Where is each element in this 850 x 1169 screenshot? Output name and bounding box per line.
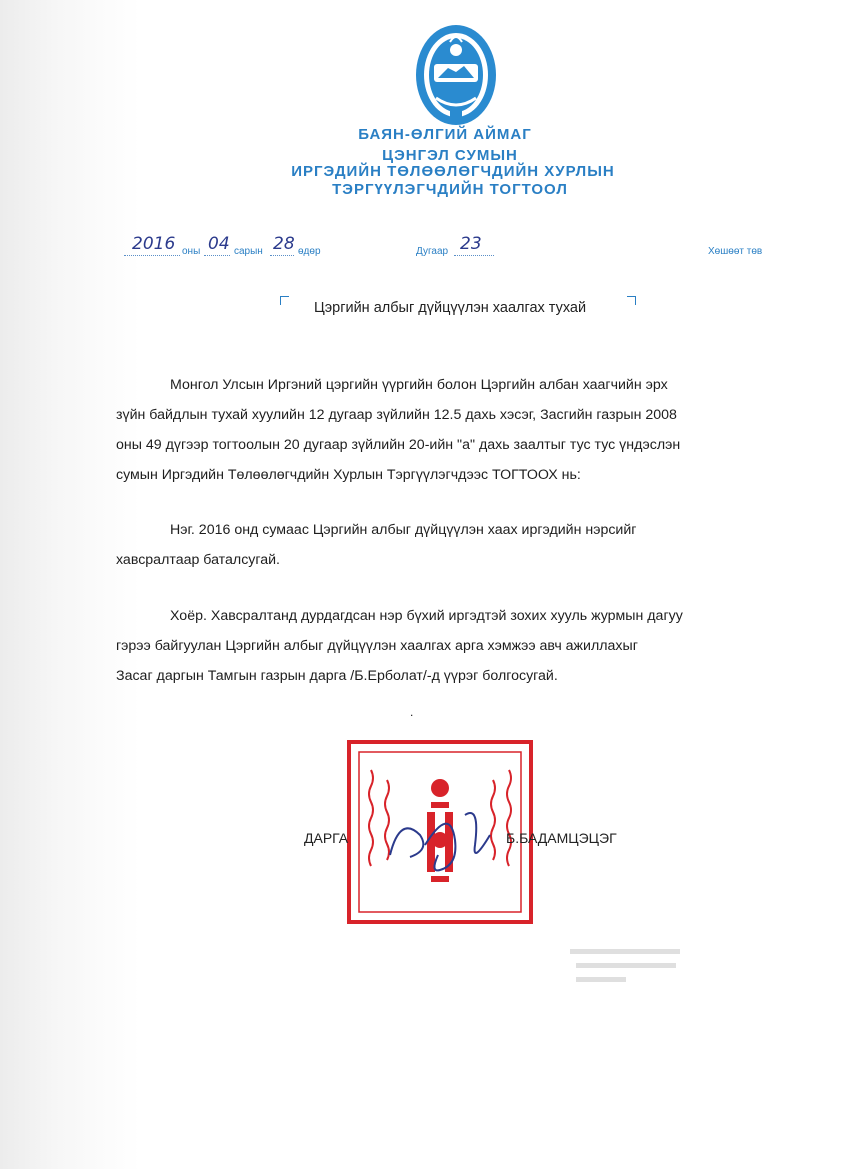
date-day: 28 bbox=[273, 234, 295, 254]
date-line bbox=[120, 236, 780, 260]
paragraph-1-line-2: зүйн байдлын тухай хуулийн 12 дугаар зүйлийн 12.5 дахь хэсэг, Засгийн газрын 2008 bbox=[116, 407, 677, 423]
paragraph-3-line-1: Хоёр. Хавсралтанд дурдагдсан нэр бүхий иргэдтэй зохих хууль журмын дагуу bbox=[170, 608, 683, 624]
place-name: Хөшөөт төв bbox=[708, 246, 763, 257]
paragraph-1-line-3: оны 49 дүгээр тогтоолын 20 дугаар зүйлийн 20-ийн "а" дахь заалтыг тус тус үндэслэн bbox=[116, 437, 681, 453]
signatory-title: ДАРГА bbox=[304, 830, 349, 846]
paragraph-3-line-2: гэрээ байгуулан Цэргийн албыг дүйцүүлэн хаалгах арга хэмжээ авч ажиллахыг bbox=[116, 638, 638, 654]
signature-icon bbox=[380, 795, 520, 885]
number-label: Дугаар bbox=[416, 246, 449, 257]
header-aimag: БАЯН-ӨЛГИЙ АЙМАГ bbox=[358, 126, 532, 143]
paragraph-1-line-4: сумын Иргэдийн Төлөөлөгчдийн Хурлын Тэргүүлэгчдээс ТОГТООХ нь: bbox=[116, 467, 581, 483]
date-year: 2016 bbox=[132, 234, 176, 254]
header-resolution: ТЭРГҮҮЛЭГЧДИЙН ТОГТООЛ bbox=[332, 181, 568, 198]
header-sum: ЦЭНГЭЛ СУМЫН bbox=[382, 147, 518, 164]
date-month-label: сарын bbox=[234, 246, 263, 257]
paragraph-3-line-3: Засаг даргын Тамгын газрын дарга /Б.Ерболат/-д үүрэг болгосугай. bbox=[116, 668, 558, 684]
paragraph-2-line-2: хавсралтаар баталсугай. bbox=[116, 552, 281, 568]
paragraph-1-line-1: Монгол Улсын Иргэний цэргийн үүргийн болон Цэргийн албан хаагчийн эрх bbox=[170, 377, 668, 393]
document-number: 23 bbox=[460, 234, 482, 254]
header-council: ИРГЭДИЙН ТӨЛӨӨЛӨГЧДИЙН ХУРЛЫН bbox=[291, 163, 615, 180]
stray-dot: . bbox=[410, 705, 414, 719]
subject-text: Цэргийн албыг дүйцүүлэн хаалгах тухай bbox=[314, 300, 587, 316]
date-day-label: өдөр bbox=[298, 246, 321, 257]
paragraph-2-line-1: Нэг. 2016 онд сумаас Цэргийн албыг дүйцүүлэн хаах иргэдийн нэрсийг bbox=[170, 522, 637, 538]
date-month: 04 bbox=[208, 234, 230, 254]
date-year-label: оны bbox=[182, 246, 201, 257]
bleed-through-mark bbox=[570, 945, 690, 995]
signatory-name: Б.БАДАМЦЭЦЭГ bbox=[506, 830, 617, 846]
state-emblem-icon bbox=[412, 20, 500, 130]
